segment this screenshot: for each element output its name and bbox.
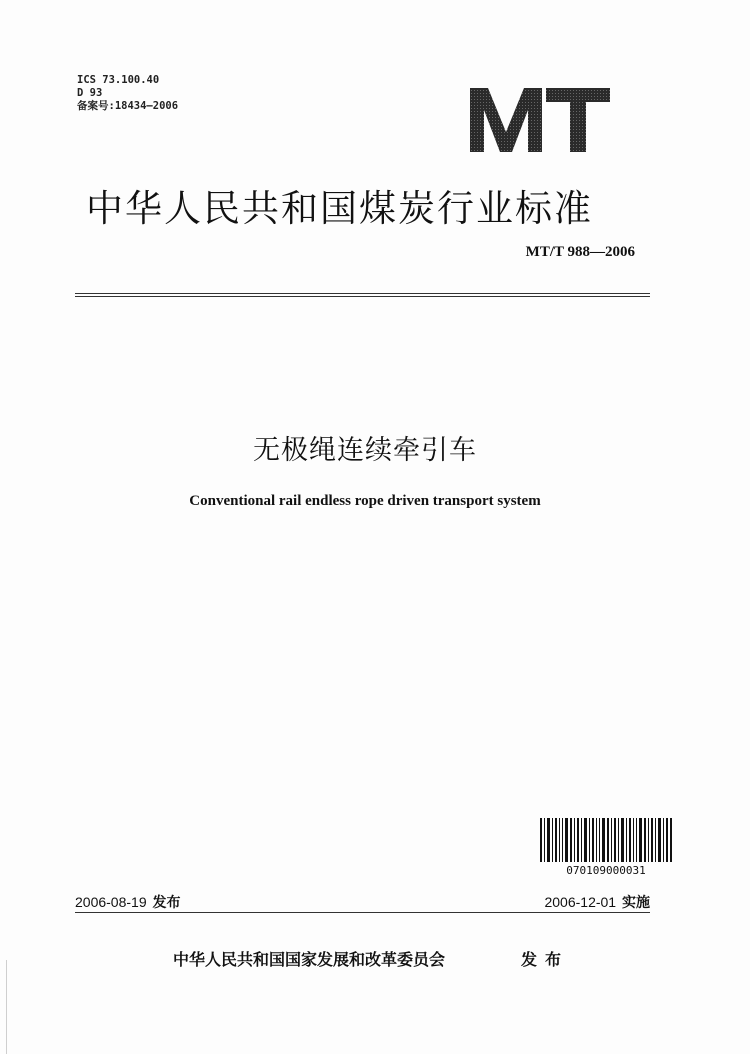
barcode-number: 070109000031 (566, 864, 646, 877)
scan-edge-line (6, 960, 7, 1054)
classification-block (77, 74, 178, 113)
publisher-name: 中华人民共和国国家发展和改革委员会 (173, 950, 446, 969)
header-divider-secondary (75, 296, 650, 297)
ccs-code: D 93 (77, 87, 103, 99)
barcode (540, 818, 672, 862)
issue-label: 发布 (152, 894, 181, 910)
standard-title-en: Conventional rail endless rope driven transport system (189, 493, 541, 509)
standard-category-title: 中华人民共和国煤炭行业标准 (86, 187, 593, 230)
implement-label: 实施 (622, 894, 650, 910)
publish-label: 发布 (521, 950, 570, 969)
issue-date-block (75, 892, 181, 912)
standard-title-cn: 无极绳连续牵引车 (253, 435, 477, 466)
ics-code: ICS 73.100.40 (77, 74, 160, 86)
date-divider (75, 912, 650, 913)
record-number: 备案号:18434—2006 (77, 100, 179, 112)
issue-date: 2006-08-19 (75, 894, 147, 910)
implement-date-block (544, 892, 650, 912)
implement-date: 2006-12-01 (544, 894, 617, 910)
header-divider (75, 293, 650, 294)
standard-code: MT/T 988—2006 (525, 244, 635, 260)
mt-logo (470, 80, 610, 156)
